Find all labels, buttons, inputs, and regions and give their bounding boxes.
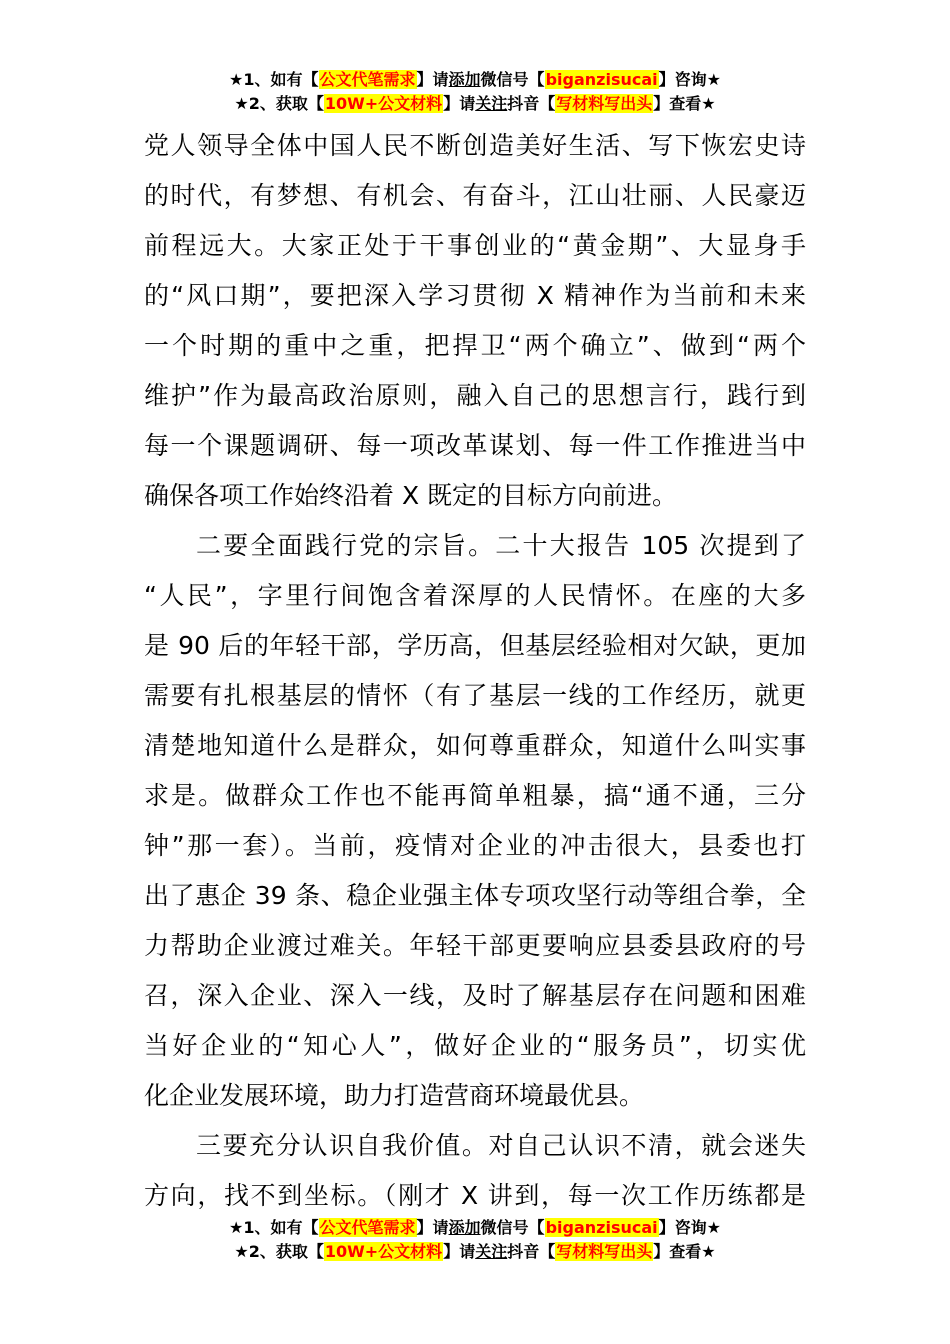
text-line: 召，深入企业、深入一线，及时了解基层存在问题和困难 <box>144 981 806 1010</box>
text-line: 的“风口期”，要把深入学习贯彻 X 精神作为当前和未来 <box>144 281 806 310</box>
text-line: 是 90 后的年轻干部，学历高，但基层经验相对欠缺，更加 <box>144 631 806 660</box>
banner-highlight: 10W+公文材料 <box>324 94 443 113</box>
banner-line-1 <box>0 68 950 92</box>
banner-text: 微信号【 <box>480 70 545 89</box>
banner-highlight: 写材料写出头 <box>556 1242 653 1261</box>
text-line: 钟”那一套）。当前，疫情对企业的冲击很大，县委也打 <box>144 831 806 860</box>
footer-banner <box>0 1216 950 1264</box>
banner-highlight: 公文代笔需求 <box>319 70 416 89</box>
banner-highlight: 写材料写出头 <box>556 94 653 113</box>
banner-text: ★2、获取【 <box>234 94 324 113</box>
text-line: 力帮助企业渡过难关。年轻干部更要响应县委县政府的号 <box>144 931 806 960</box>
text-line: “人民”，字里行间饱含着深厚的人民情怀。在座的大多 <box>144 581 806 610</box>
banner-text: ★2、获取【 <box>234 1242 324 1261</box>
banner-line-1 <box>0 1216 950 1240</box>
banner-text: ★1、如有【 <box>229 70 319 89</box>
banner-highlight: biganzisucai <box>545 1218 658 1237</box>
text-line: 出了惠企 39 条、稳企业强主体专项攻坚行动等组合拳，全 <box>144 881 806 910</box>
banner-text: ★1、如有【 <box>229 1218 319 1237</box>
text-line: 方向，找不到坐标。（刚才 X 讲到，每一次工作历练都是 <box>144 1181 806 1210</box>
banner-text: 】咨询★ <box>658 1218 721 1237</box>
text-line: 需要有扎根基层的情怀（有了基层一线的工作经历，就更 <box>144 681 806 710</box>
text-line: 每一个课题调研、每一项改革谋划、每一件工作推进当中 <box>144 431 806 460</box>
text-line: 化企业发展环境，助力打造营商环境最优县。 <box>144 1081 645 1110</box>
banner-text: 抖音【 <box>507 94 556 113</box>
banner-underline-text: 关注 <box>475 94 508 113</box>
header-banner <box>0 68 950 116</box>
banner-text: 】咨询★ <box>658 70 721 89</box>
text-line: 当好企业的“知心人”，做好企业的“服务员”，切实优 <box>144 1031 806 1060</box>
banner-text: 抖音【 <box>507 1242 556 1261</box>
banner-text: 】请 <box>443 1242 476 1261</box>
text-line: 的时代，有梦想、有机会、有奋斗，江山壮丽、人民豪迈 <box>144 181 806 210</box>
text-line: 确保各项工作始终沿着 X 既定的目标方向前进。 <box>144 481 678 510</box>
banner-text: 】请 <box>416 70 449 89</box>
banner-underline-text: 关注 <box>475 1242 508 1261</box>
banner-text: 微信号【 <box>480 1218 545 1237</box>
text-line: 三要充分认识自我价值。对自己认识不清，就会迷失 <box>196 1131 806 1160</box>
banner-underline-text: 添加 <box>448 1218 481 1237</box>
banner-text: 】请 <box>443 94 476 113</box>
text-line: 党人领导全体中国人民不断创造美好生活、写下恢宏史诗 <box>144 131 806 160</box>
banner-line-2 <box>0 92 950 116</box>
banner-line-2 <box>0 1240 950 1264</box>
document-body <box>144 121 806 1221</box>
text-line: 二要全面践行党的宗旨。二十大报告 105 次提到了 <box>196 531 806 560</box>
banner-underline-text: 添加 <box>448 70 481 89</box>
banner-highlight: biganzisucai <box>545 70 658 89</box>
banner-highlight: 10W+公文材料 <box>324 1242 443 1261</box>
text-line: 前程远大。大家正处于干事创业的“黄金期”、大显身手 <box>144 231 806 260</box>
banner-text: 】请 <box>416 1218 449 1237</box>
text-line: 求是。做群众工作也不能再简单粗暴，搞“通不通，三分 <box>144 781 806 810</box>
text-line: 一个时期的重中之重，把捍卫“两个确立”、做到“两个 <box>144 331 806 360</box>
text-line: 维护”作为最高政治原则，融入自己的思想言行，践行到 <box>144 381 806 410</box>
text-line: 清楚地知道什么是群众，如何尊重群众，知道什么叫实事 <box>144 731 806 760</box>
banner-text: 】查看★ <box>653 94 716 113</box>
banner-text: 】查看★ <box>653 1242 716 1261</box>
banner-highlight: 公文代笔需求 <box>319 1218 416 1237</box>
